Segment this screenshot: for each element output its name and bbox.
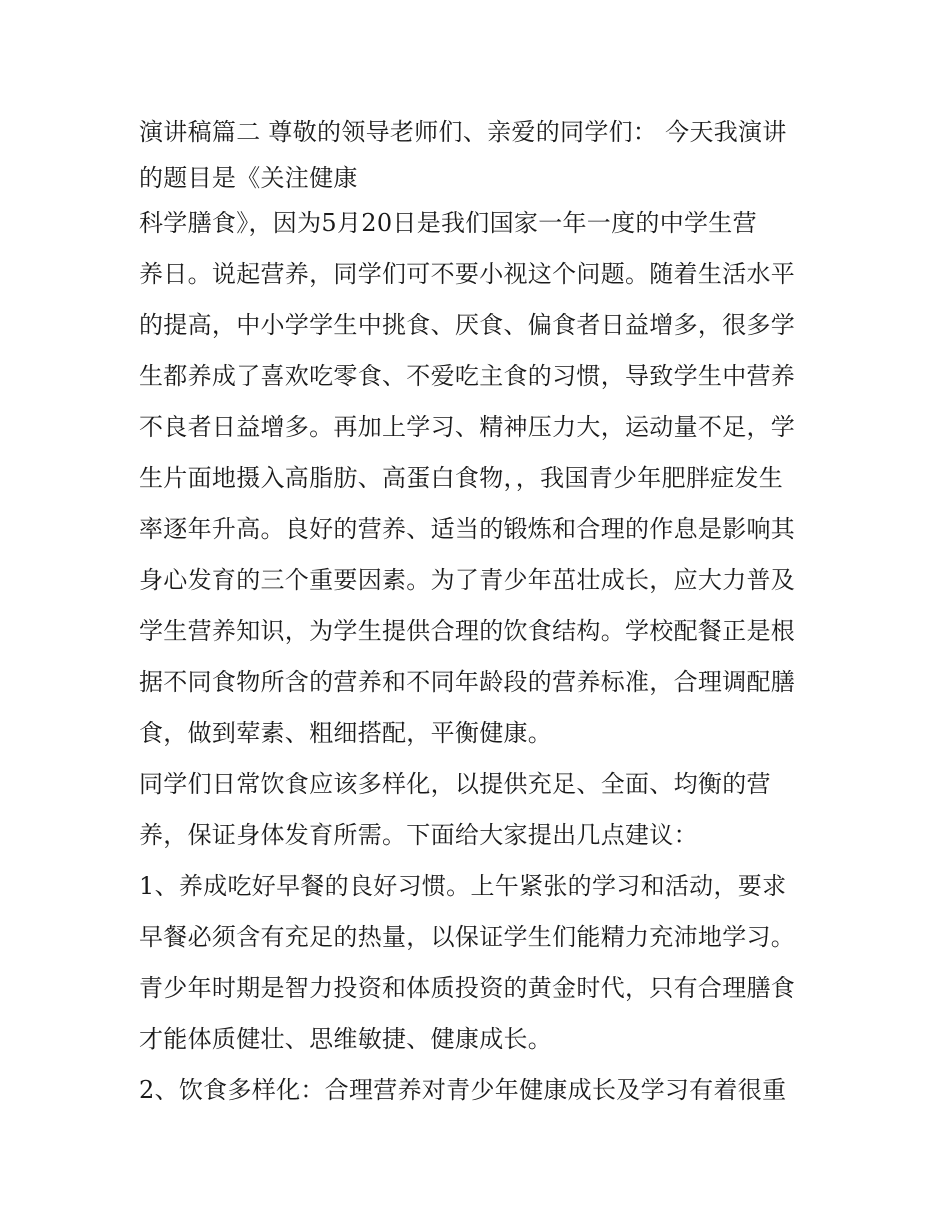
text-line-6: 生都养成了喜欢吃零食、不爱吃主食的习惯，导致学生中营养: [139, 362, 796, 390]
text-line-16: 1、养成吃好早餐的良好习惯。上午紧张的学习和活动，要求: [139, 872, 787, 900]
text-line-20: 2、饮食多样化：合理营养对青少年健康成长及学习有着很重: [139, 1076, 787, 1104]
text-line-2: 的题目是《关注健康: [139, 164, 358, 192]
text-line-7: 不良者日益增多。再加上学习、精神压力大，运动量不足，学: [139, 413, 796, 441]
text-line-8: 生片面地摄入高脂肪、高蛋白食物，，我国青少年肥胖症发生: [139, 464, 784, 492]
speech-text-body: [139, 107, 819, 1116]
text-line-1: 演讲稿篇二 尊敬的领导老师们、亲爱的同学们： 今天我演讲: [139, 118, 787, 146]
text-line-5: 的提高，中小学学生中挑食、厌食、偏食者日益增多，很多学: [139, 311, 796, 339]
text-line-19: 才能体质健壮、思维敏捷、健康成长。: [139, 1025, 553, 1053]
text-line-14: 同学们日常饮食应该多样化，以提供充足、全面、均衡的营: [139, 770, 771, 798]
text-line-4: 养日。说起营养，同学们可不要小视这个问题。随着生活水平: [139, 260, 796, 288]
text-line-17: 早餐必须含有充足的热量，以保证学生们能精力充沛地学习。: [139, 923, 796, 951]
text-line-15: 养，保证身体发育所需。下面给大家提出几点建议：: [139, 821, 698, 849]
text-line-10: 身心发育的三个重要因素。为了青少年茁壮成长，应大力普及: [139, 566, 796, 594]
text-line-11: 学生营养知识，为学生提供合理的饮食结构。学校配餐正是根: [139, 617, 796, 645]
text-line-3: 科学膳食》，因为5月20日是我们国家一年一度的中学生营: [139, 209, 757, 237]
text-line-9: 率逐年升高。良好的营养、适当的锻炼和合理的作息是影响其: [139, 515, 796, 543]
text-line-18: 青少年时期是智力投资和体质投资的黄金时代，只有合理膳食: [139, 974, 796, 1002]
text-line-12: 据不同食物所含的营养和不同年龄段的营养标准，合理调配膳: [139, 668, 796, 696]
text-line-13: 食，做到荤素、粗细搭配，平衡健康。: [139, 719, 553, 747]
